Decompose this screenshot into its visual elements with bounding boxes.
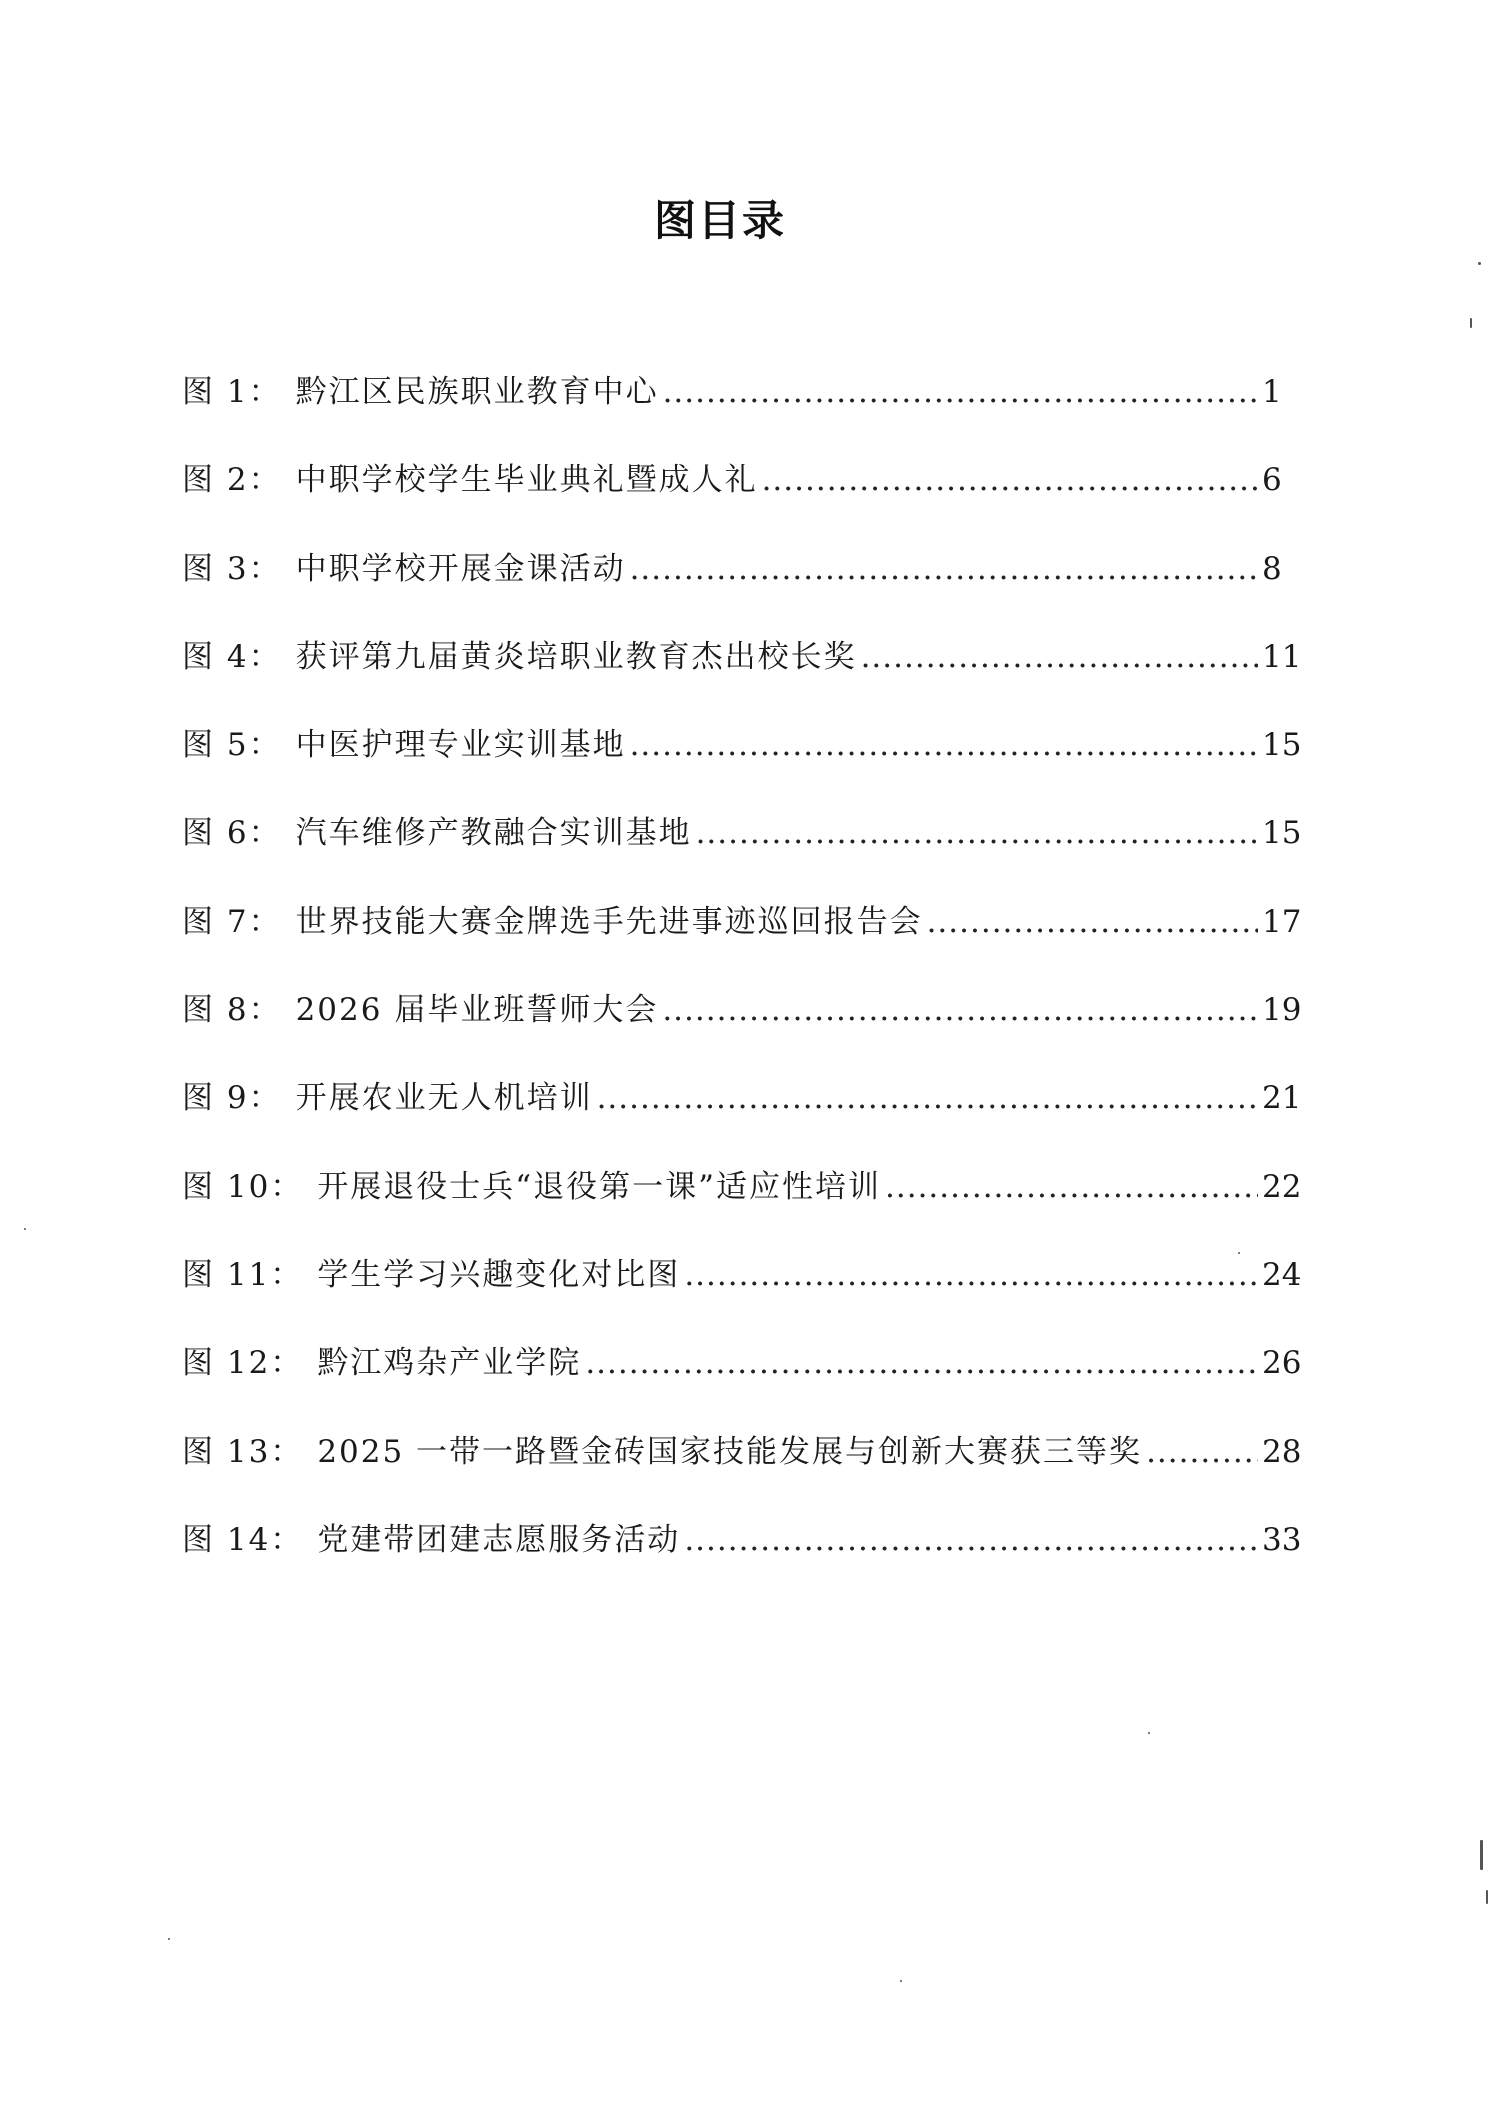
entry-title: 党建带团建志愿服务活动 [317, 1521, 681, 1558]
entry-title: 中医护理专业实训基地 [295, 727, 626, 764]
list-item[interactable] [182, 637, 1302, 725]
entry-title: 汽车维修产教融合实训基地 [295, 815, 692, 852]
scan-speck [24, 1228, 26, 1230]
entry-number: 图 11： [182, 1256, 304, 1293]
dot-leader [927, 902, 1258, 942]
dot-leader [1146, 1432, 1258, 1472]
entry-label [182, 902, 923, 942]
entry-number: 图 8： [182, 992, 282, 1029]
entry-label [182, 460, 758, 500]
entry-page: 26 [1262, 1345, 1302, 1382]
list-item[interactable] [182, 1078, 1302, 1166]
figure-list [182, 372, 1302, 1608]
entry-label [182, 1520, 680, 1560]
entry-label [182, 1343, 581, 1383]
list-item[interactable] [182, 813, 1302, 901]
dot-leader [585, 1343, 1258, 1383]
dot-leader [663, 372, 1258, 412]
entry-label [182, 1432, 1142, 1472]
entry-title: 世界技能大赛金牌选手先进事迹巡回报告会 [295, 903, 923, 940]
entry-title: 2026 届毕业班誓师大会 [295, 992, 659, 1029]
entry-label [182, 1255, 680, 1295]
list-item[interactable] [182, 1520, 1302, 1608]
entry-label [182, 1167, 881, 1207]
entry-page: 24 [1262, 1256, 1302, 1293]
entry-title: 开展农业无人机培训 [295, 1080, 593, 1117]
entry-label [182, 1078, 593, 1118]
entry-title: 黔江鸡杂产业学院 [317, 1345, 582, 1382]
entry-number: 图 7： [182, 903, 282, 940]
entry-number: 图 12： [182, 1345, 304, 1382]
scan-speck [1486, 1890, 1488, 1904]
entry-number: 图 14： [182, 1521, 304, 1558]
entry-title: 中职学校开展金课活动 [295, 550, 626, 587]
entry-label [182, 549, 626, 589]
entry-title: 2025 一带一路暨金砖国家技能发展与创新大赛获三等奖 [317, 1433, 1143, 1470]
scan-speck [1148, 1732, 1150, 1734]
dot-leader [684, 1255, 1258, 1295]
entry-label [182, 372, 659, 412]
dot-leader [630, 725, 1258, 765]
entry-label [182, 637, 857, 677]
entry-page: 19 [1262, 992, 1302, 1029]
entry-title: 学生学习兴趣变化对比图 [317, 1256, 681, 1293]
scan-speck [900, 1980, 902, 1982]
dot-leader [762, 460, 1258, 500]
entry-number: 图 2： [182, 462, 282, 499]
entry-page: 17 [1262, 903, 1302, 940]
list-item[interactable] [182, 725, 1302, 813]
entry-title: 获评第九届黄炎培职业教育杰出校长奖 [295, 638, 857, 675]
dot-leader [861, 637, 1258, 677]
entry-page: 8 [1262, 550, 1282, 587]
dot-leader [597, 1078, 1258, 1118]
entry-number: 图 13： [182, 1433, 304, 1470]
entry-number: 图 9： [182, 1080, 282, 1117]
entry-number: 图 3： [182, 550, 282, 587]
entry-page: 28 [1262, 1433, 1302, 1470]
list-item[interactable] [182, 1432, 1302, 1520]
list-item[interactable] [182, 1167, 1302, 1255]
list-item[interactable] [182, 902, 1302, 990]
entry-page: 6 [1262, 462, 1282, 499]
dot-leader [696, 813, 1258, 853]
list-item[interactable] [182, 1343, 1302, 1431]
entry-page: 1 [1262, 374, 1282, 410]
page-title: 图目录 [653, 196, 786, 245]
scan-speck [168, 1938, 170, 1940]
dot-leader [684, 1520, 1258, 1560]
dot-leader [885, 1167, 1258, 1207]
dot-leader [630, 549, 1258, 589]
entry-number: 图 5： [182, 727, 282, 764]
list-item[interactable] [182, 1255, 1302, 1343]
entry-page: 33 [1262, 1521, 1302, 1558]
list-item[interactable] [182, 372, 1280, 460]
entry-title: 中职学校学生毕业典礼暨成人礼 [295, 462, 758, 499]
entry-title: 黔江区民族职业教育中心 [295, 374, 659, 410]
entry-page: 21 [1262, 1080, 1302, 1117]
entry-number: 图 1： [182, 374, 282, 410]
list-item[interactable] [182, 460, 1280, 548]
entry-label [182, 990, 658, 1030]
entry-number: 图 4： [182, 638, 282, 675]
list-item[interactable] [182, 990, 1302, 1078]
scan-speck [1480, 1840, 1483, 1870]
entry-number: 图 6： [182, 815, 282, 852]
entry-number: 图 10： [182, 1168, 304, 1205]
entry-label [182, 813, 692, 853]
entry-title: 开展退役士兵“退役第一课”适应性培训 [317, 1168, 882, 1205]
dot-leader [662, 990, 1258, 1030]
scan-speck [1238, 1252, 1240, 1254]
entry-label [182, 725, 626, 765]
entry-page: 15 [1262, 727, 1302, 764]
scan-speck [1470, 318, 1472, 328]
scan-speck [1478, 262, 1481, 265]
list-item[interactable] [182, 549, 1280, 637]
entry-page: 11 [1262, 638, 1302, 675]
entry-page: 15 [1262, 815, 1302, 852]
entry-page: 22 [1262, 1168, 1302, 1205]
